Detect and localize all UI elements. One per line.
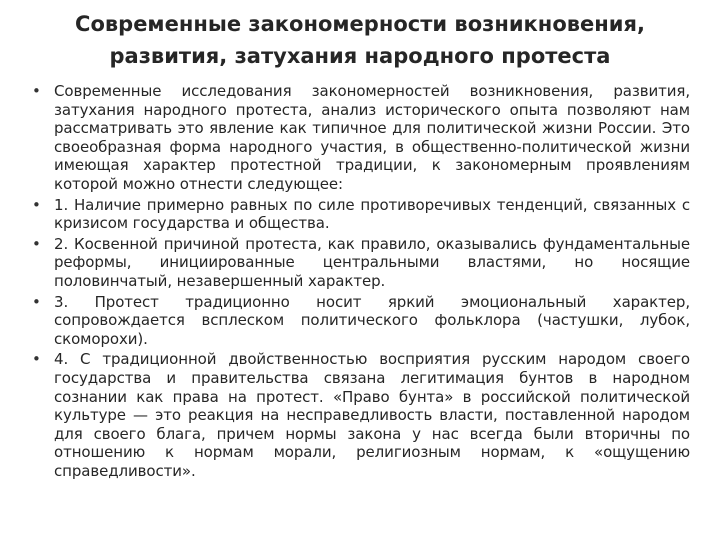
bullet-icon: • <box>32 82 41 100</box>
slide-title <box>40 8 680 72</box>
bullet-item-3 <box>32 293 690 349</box>
bullet-text: 3. Протест традиционно носит яркий эмоциональный характер, сопровождается всплеском политического фольклора (частушки, лубок, скоморохи). <box>54 292 690 348</box>
slide-title-line-2: развития, затухания народного протеста <box>109 44 611 68</box>
bullet-text: 1. Наличие примерно равных по силе противоречивых тенденций, связанных с кризисом государства и общества. <box>54 195 690 233</box>
slide-title-line-1: Современные закономерности возникновения, <box>75 12 645 36</box>
bullet-item-1 <box>32 196 690 233</box>
bullet-icon: • <box>32 292 41 311</box>
bullet-item-2 <box>32 235 690 291</box>
bullet-text: Современные исследования закономерностей возникновения, развития, затухания народного протеста, анализ исторического опыта позволяют нам рассматривать это явление как типичное для политической жизни России. Это своеобразная форма народного участия, в общественно-политической жизни имеющая характер протестной традиции, к закономерным проявлениям которой можно отнести следующее: <box>54 82 690 193</box>
bullet-text: 2. Косвенной причиной протеста, как правило, оказывались фундаментальные реформы, инициированные центральными властями, но носящие половинчатый, незавершенный характер. <box>54 234 690 290</box>
bullet-item-intro <box>32 82 690 194</box>
bullet-text: 4. С традиционной двойственностью восприятия русским народом своего государства и правительства связана легитимация бунтов в народном сознании как права на протест. «Право бунта» в российской политической культуре — это реакция на несправедливость власти, поставленной народом для своего блага, причем нормы закона у нас всегда были вторичны по отношению к нормам морали, религиозным нормам, к «ощущению справедливости». <box>54 350 690 480</box>
bullet-list <box>32 82 690 482</box>
bullet-item-4 <box>32 350 690 480</box>
bullet-icon: • <box>32 195 41 214</box>
bullet-icon: • <box>32 350 41 369</box>
bullet-icon: • <box>32 234 41 253</box>
